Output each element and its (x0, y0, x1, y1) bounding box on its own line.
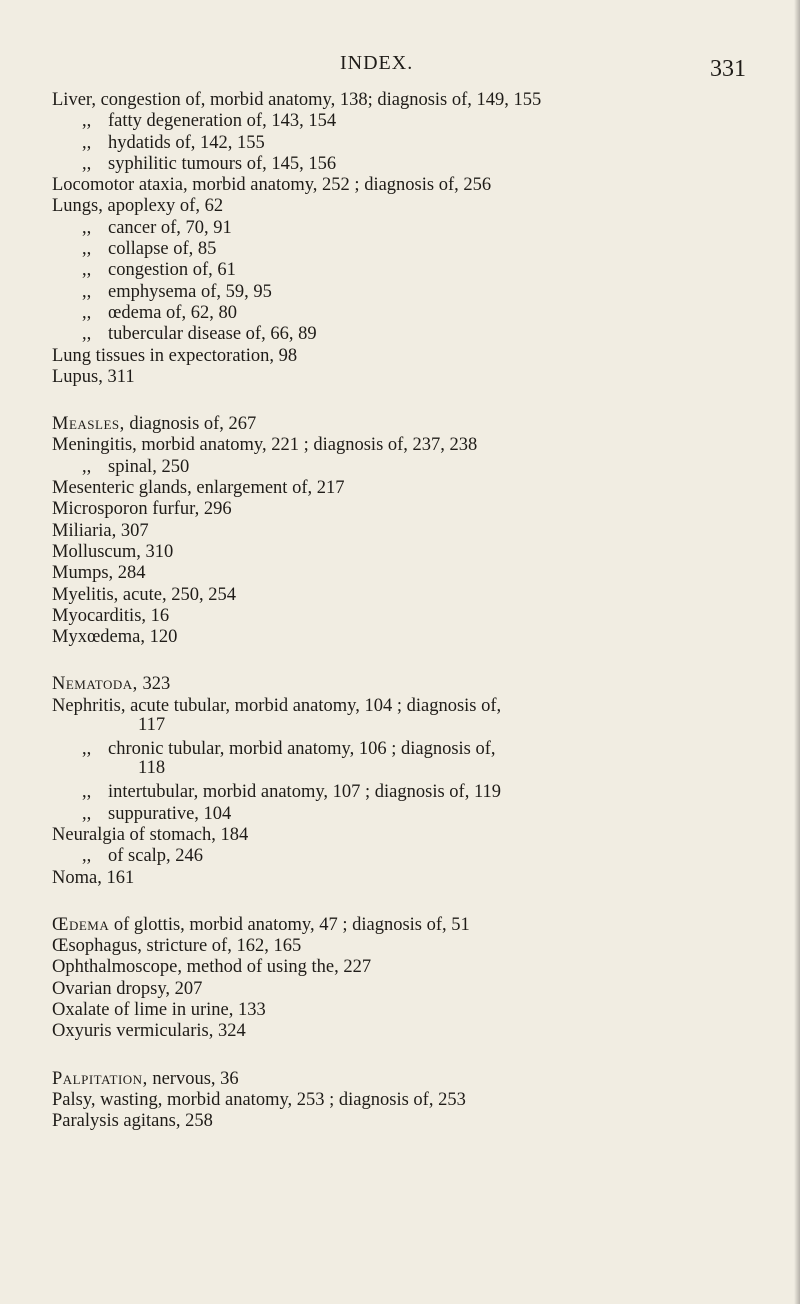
index-entry-text: nervous, 36 (147, 1068, 239, 1089)
ditto-mark: ,, (82, 281, 92, 302)
index-subentry-text: collapse of, 85 (108, 239, 217, 260)
index-subentry-text: cancer of, 70, 91 (108, 217, 232, 238)
index-subentry-text: congestion of, 61 (108, 260, 236, 281)
index-subentry (52, 133, 782, 154)
index-entry: Miliaria, 307 (52, 520, 149, 541)
section-gap (52, 889, 782, 915)
page-number: 331 (710, 56, 746, 82)
index-entry: Myelitis, acute, 250, 254 (52, 584, 236, 605)
index-subentry-text: suppurative, 104 (108, 803, 232, 824)
index-entry: Lupus, 311 (52, 366, 135, 387)
index-entry: Meningitis, morbid anatomy, 221 ; diagnosis of, 237, 238 (52, 435, 478, 456)
index-section (52, 414, 782, 648)
index-entry: Oxalate of lime in urine, 133 (52, 999, 266, 1020)
ditto-mark: ,, (82, 217, 92, 238)
index-entry-letter-lead (52, 915, 782, 936)
index-subentry-text: tubercular disease of, 66, 89 (108, 324, 317, 345)
index-entry-letter-lead (52, 414, 782, 435)
index-subentry (52, 239, 782, 260)
ditto-mark: ,, (82, 739, 92, 760)
index-lead-word: Œdema (52, 914, 110, 935)
index-subentry (52, 154, 782, 175)
index-entry: Mumps, 284 (52, 563, 146, 584)
index-subentry (52, 324, 782, 345)
index-subentry-text: fatty degeneration of, 143, 154 (108, 111, 337, 132)
index-entry-letter-lead (52, 674, 782, 695)
index-entry: Myocarditis, 16 (52, 605, 170, 626)
index-subentry-text: syphilitic tumours of, 145, 156 (108, 153, 337, 174)
section-gap (52, 388, 782, 414)
index-subentry-text: of scalp, 246 (108, 846, 204, 867)
index-entry: Noma, 161 (52, 867, 135, 888)
index-entry: Palsy, wasting, morbid anatomy, 253 ; diagnosis of, 253 (52, 1089, 466, 1110)
index-subentry (52, 846, 782, 867)
index-entry: Paralysis agitans, 258 (52, 1111, 213, 1132)
index-entry: Ophthalmoscope, method of using the, 227 (52, 957, 372, 978)
section-gap (52, 1043, 782, 1069)
index-subentry-text: chronic tubular, morbid anatomy, 106 ; diagnosis of, (108, 739, 496, 760)
index-entry-letter-lead (52, 1069, 782, 1090)
index-subentry-text: spinal, 250 (108, 456, 190, 477)
index-subentry-text: œdema of, 62, 80 (108, 302, 237, 323)
index-entry: Ovarian dropsy, 207 (52, 978, 203, 999)
index-subentry (52, 804, 782, 825)
ditto-mark: ,, (82, 302, 92, 323)
running-header-title: INDEX. (340, 52, 414, 74)
index-entry: Lungs, apoplexy of, 62 (52, 196, 224, 217)
index-lead-word: Palpitation, (52, 1068, 148, 1089)
ditto-mark: ,, (82, 260, 92, 281)
index-subentry (52, 739, 782, 760)
index-entry: Œsophagus, stricture of, 162, 165 (52, 936, 302, 957)
index-subentry-text: emphysema of, 59, 95 (108, 281, 272, 302)
index-entry: Oxyuris vermicularis, 324 (52, 1021, 246, 1042)
ditto-mark: ,, (82, 324, 92, 345)
index-section (52, 674, 782, 888)
index-entry: Myxœdema, 120 (52, 627, 178, 648)
index-subentry (52, 457, 782, 478)
index-continuation: 118 (138, 758, 166, 779)
index-section (52, 90, 782, 388)
index-entry: Nephritis, acute tubular, morbid anatomy, 104 ; diagnosis of, (52, 695, 502, 716)
index-subentry (52, 260, 782, 281)
index-subentry-text: intertubular, morbid anatomy, 107 ; diagnosis of, 119 (108, 782, 502, 803)
index-entry: Locomotor ataxia, morbid anatomy, 252 ; diagnosis of, 256 (52, 175, 492, 196)
index-subentry (52, 218, 782, 239)
index-entry: Mesenteric glands, enlargement of, 217 (52, 478, 345, 499)
index-subentry (52, 303, 782, 324)
index-continuation: 117 (138, 715, 166, 736)
index-section (52, 915, 782, 1043)
index-subentry (52, 111, 782, 132)
index-lead-word: Nematoda, (52, 674, 138, 695)
index-subentry (52, 282, 782, 303)
ditto-mark: ,, (82, 153, 92, 174)
index-entry: Neuralgia of stomach, 184 (52, 824, 249, 845)
section-gap (52, 648, 782, 674)
index-lead-word: Measles, (52, 414, 125, 435)
index-entry: Liver, congestion of, morbid anatomy, 138; diagnosis of, 149, 155 (52, 90, 542, 110)
index-entry: Microsporon furfur, 296 (52, 499, 232, 520)
page-edge-shadow (794, 0, 800, 1304)
index-subentry (52, 782, 782, 803)
ditto-mark: ,, (82, 111, 92, 132)
index-section (52, 1069, 782, 1133)
index-entry: Lung tissues in expectoration, 98 (52, 345, 298, 366)
index-entry: Molluscum, 310 (52, 541, 174, 562)
ditto-mark: ,, (82, 132, 92, 153)
index-entry-text: 323 (137, 674, 171, 695)
ditto-mark: ,, (82, 239, 92, 260)
ditto-mark: ,, (82, 803, 92, 824)
ditto-mark: ,, (82, 456, 92, 477)
ditto-mark: ,, (82, 782, 92, 803)
index-body (52, 90, 782, 1132)
index-subentry-text: hydatids of, 142, 155 (108, 132, 265, 153)
index-entry-text: diagnosis of, 267 (124, 414, 257, 435)
ditto-mark: ,, (82, 846, 92, 867)
index-entry-text: of glottis, morbid anatomy, 47 ; diagnosis of, 51 (109, 914, 470, 935)
